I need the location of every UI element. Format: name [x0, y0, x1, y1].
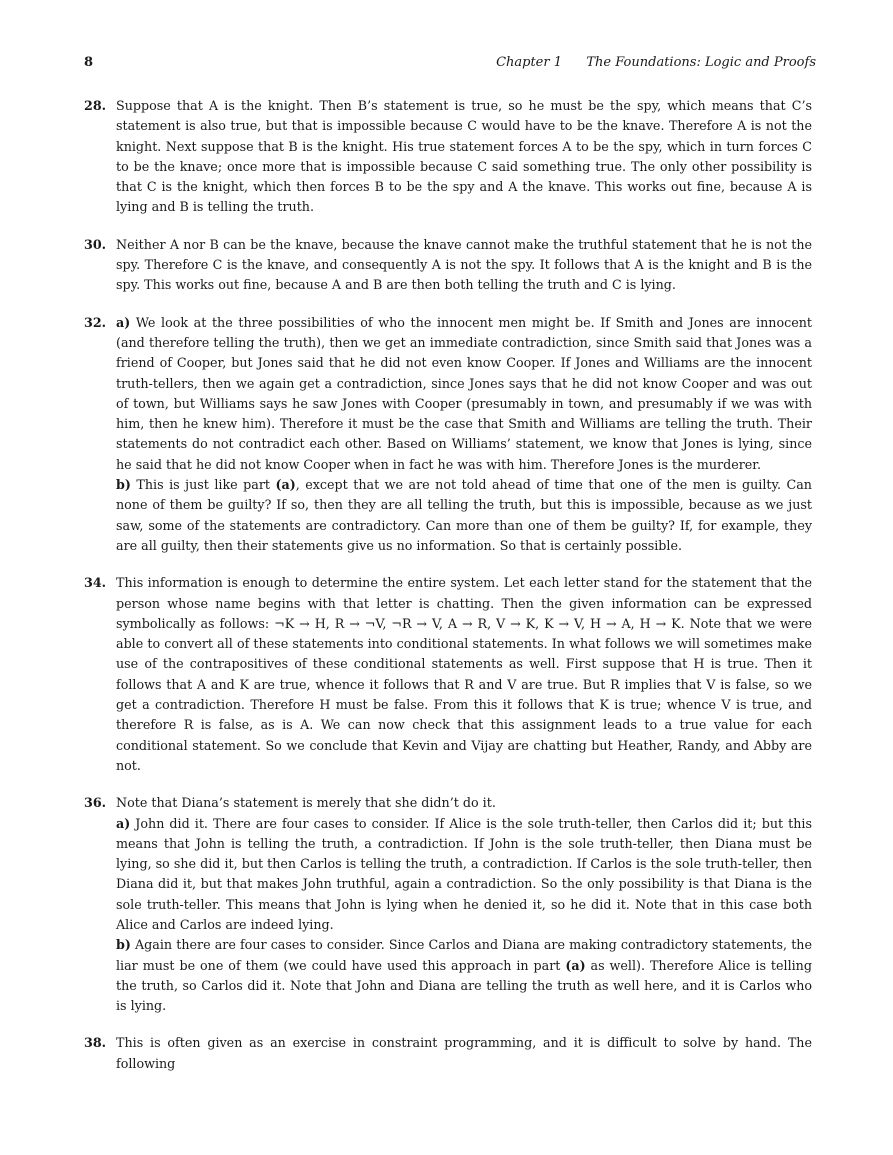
problem-36 [84, 793, 812, 1016]
part-b [116, 475, 812, 556]
part-reference: (a) [565, 957, 586, 973]
problem-text [116, 573, 812, 776]
part-label: b) [116, 937, 131, 953]
part-text: We look at the three possibilities of who the innocent men might be. If Smith and Jones are innocent (and therefore telling the truth), then we get an immediate contradiction, since Smith said that Jones was a friend of Cooper, but Jones said that he did not even know Cooper. If Jones and Williams are the innocent truth-tellers, then we again get a contradiction, since Jones says that he did not know Cooper and was out of town, but Williams says he saw Jones with Cooper (presumably in town, and presumably if we was with him, then he knew him). Therefore it must be the case that Smith and Williams are telling the truth. Their statements do not contradict each other. Based on Williams’ statement, we know that Jones is lying, since he said that he did not know Cooper when in fact he was with him. Therefore Jones is the murderer. [116, 314, 812, 472]
page-number: 8 [84, 55, 94, 70]
part-text: This is just like part [136, 477, 270, 493]
problem-32 [84, 313, 812, 557]
part-a [116, 814, 812, 936]
problem-28 [84, 96, 812, 218]
problem-30 [84, 235, 812, 296]
part-b [116, 935, 812, 1016]
problem-number: 32. [84, 314, 107, 330]
part-text: , except that we are not told ahead of time that one of the men is guilty. Can none of them be guilty? If so, then they are all telling the truth, but this is impossible, because as we just saw, some of the statements are contradictory. Can more than one of them be guilty? If, for example, they are all guilty, then their statements give us no information. So that is certainly possible. [116, 477, 812, 553]
problem-number: 28. [84, 98, 107, 113]
part-label: b) [116, 477, 131, 493]
problem-text: Suppose that A is the knight. Then B’s statement is true, so he must be the spy, which means that C’s statement is also true, but that is impossible because C would have to be the knave. Therefore A is not the knight. Next suppose that B is the knight. His true statement forces A to be the spy, which in turn forces C to be the knave; once more that is impossible because C said something true. The only other possibility is that C is the knight, which then forces B to be the spy and A the knave. This works out fine, because A is lying and B is telling the truth. [116, 98, 812, 215]
problem-text-part: This information is enough to determine the entire system. Let each letter stand for the statement that the person whose name begins with that letter is chatting. Then the given information can be expressed symbolically as follows: [116, 575, 812, 631]
problem-text: This is often given as an exercise in constraint programming, and it is difficult to solve by hand. The following [116, 1035, 812, 1071]
part-label: a) [116, 314, 131, 330]
problem-text-part: Note that we were able to convert all of these statements into conditional statements. In what follows we will sometimes make use of the contrapositives of these conditional statements as well. First suppose that H is true. Then it follows that A and K are true, whence it follows that R and V are true. But R implies that V is false, so we get a contradiction. Therefore H must be false. From this it follows that K is true; whence V is true, and therefore R is false, as is A. We can now check that this assignment leads to a true value for each conditional statement. So we conclude that Kevin and Vijay are chatting but Heather, Randy, and Abby are not. [116, 615, 812, 773]
logic-formulas: ¬K → H, R → ¬V, ¬R → V, A → R, V → K, K → V, H → A, H → K. [274, 615, 685, 631]
problem-number: 34. [84, 575, 107, 591]
chapter-label: Chapter 1 [496, 55, 562, 70]
problem-number: 36. [84, 795, 107, 811]
part-text: as well). Therefore Alice is telling the truth, so Carlos did it. Note that John and Diana are telling the truth as well here, and it is Carlos who is lying. [116, 957, 812, 1014]
page-header [84, 55, 816, 73]
part-text: John did it. There are four cases to consider. If Alice is the sole truth-teller, then Carlos did it; but this means that John is telling the truth, a contradiction. If John is the sole truth-teller, then Diana must be lying, so she did it, but then Carlos is telling the truth, a contradiction. If Carlos is the sole truth-teller, then Diana did it, but that makes John truthful, again a contradiction. So the only possibility is that Diana is the sole truth-teller. This means that John is lying when he denied it, so he did it. Note that in this case both Alice and Carlos are indeed lying. [116, 815, 812, 932]
problem-number: 30. [84, 236, 107, 252]
chapter-title: The Foundations: Logic and Proofs [586, 55, 816, 70]
part-text: Again there are four cases to consider. Since Carlos and Diana are making contradictory statements, the liar must be one of them (we could have used this approach in part [116, 937, 812, 973]
problem-38 [84, 1033, 812, 1074]
part-reference: (a) [275, 477, 296, 493]
problem-number: 38. [84, 1035, 107, 1051]
problem-intro: Note that Diana’s statement is merely that she didn’t do it. [116, 795, 496, 811]
problem-text: Neither A nor B can be the knave, because the knave cannot make the truthful statement that he is not the spy. Therefore C is the knave, and consequently A is not the spy. It follows that A is the knight and B is the spy. This works out fine, because A and B are then both telling the truth and C is lying. [116, 236, 812, 293]
part-label: a) [116, 815, 131, 831]
solutions-content [84, 96, 812, 1074]
part-a [116, 313, 812, 475]
problem-34 [84, 573, 812, 776]
